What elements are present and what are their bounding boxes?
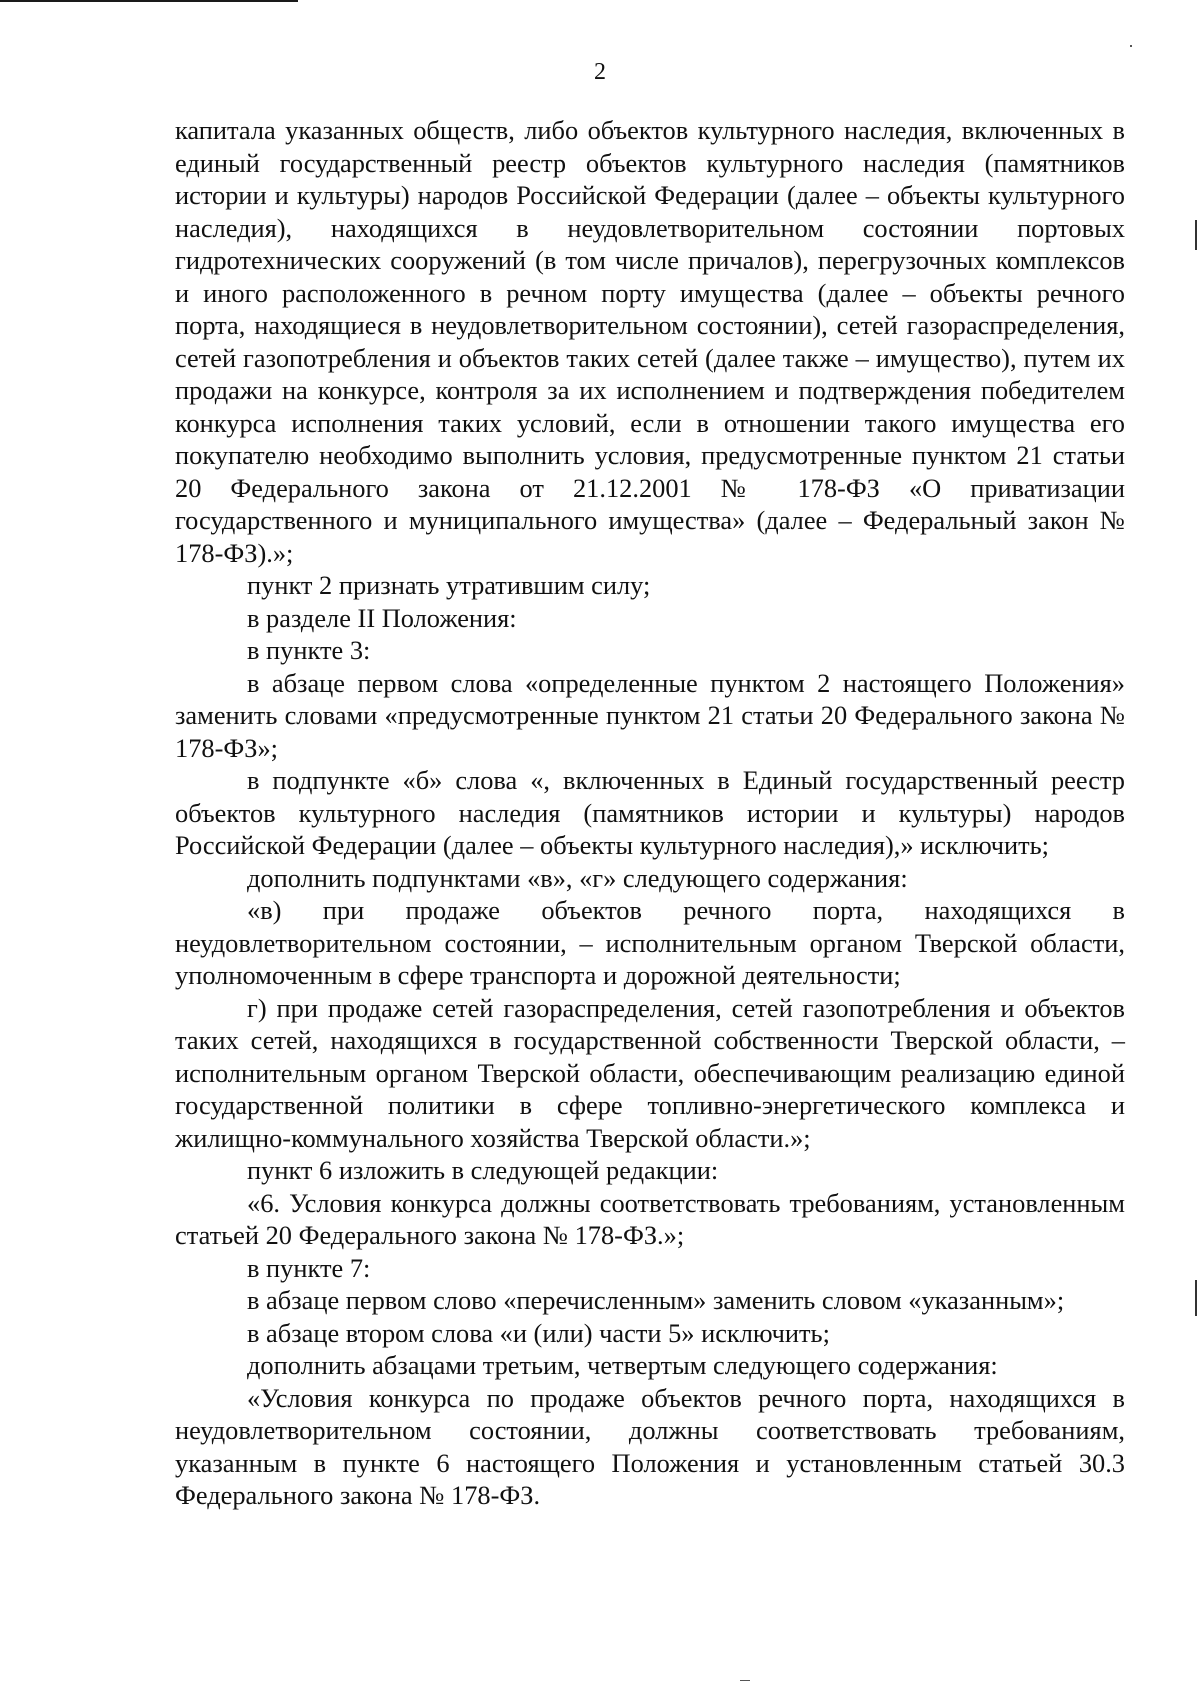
paragraph: в пункте 7: [247,1252,371,1283]
scan-edge-mark [1195,1280,1197,1316]
page-number: 2 [594,59,606,85]
document-body [175,114,1125,1512]
paragraph: дополнить абзацами третьим, четвертым следующего содержания: [247,1350,998,1380]
paragraph: дополнить подпунктами «в», «г» следующего содержания: [247,862,908,893]
paragraph: в абзаце втором слова «и (или) части 5» исключить; [247,1317,830,1348]
paragraph: в абзаце первом слово «перечисленным» заменить словом «указанным»; [247,1285,1065,1315]
paragraph: пункт 6 изложить в следующей редакции: [247,1155,719,1185]
paragraph: г) при продаже сетей газораспределения, сетей газопотребления и объектов таких сетей, находящихся в государственной собственности Тверской области, – исполнительным органом Тверской области, обеспечивающим реализацию единой государственной политики в сфере топливно-энергетического комплекса и жилищно-коммунального хозяйства Тверской области.»; [175,992,1125,1153]
scan-speck [740,1680,750,1681]
paragraph: в абзаце первом слова «определенные пунктом 2 настоящего Положения» заменить словами «предусмотренные пунктом 21 статьи 20 Федерального закона № 178-ФЗ»; [175,667,1125,763]
paragraph: пункт 2 признать утратившим силу; [247,570,651,600]
paragraph: «6. Условия конкурса должны соответствовать требованиям, установленным статьей 20 Федерального закона № 178-ФЗ.»; [175,1187,1125,1250]
paragraph: в подпункте «б» слова «, включенных в Единый государственный реестр объектов культурного наследия (памятников истории и культуры) народов Российской Федерации (далее – объекты культурного наследия),» исключить; [175,765,1125,860]
paragraph: «Условия конкурса по продаже объектов речного порта, находящихся в неудовлетворительном состоянии, должны соответствовать требованиям, указанным в пункте 6 настоящего Положения и установленным статьей 30.3 Федерального закона № 178-ФЗ. [175,1382,1125,1510]
paragraph: капитала указанных обществ, либо объектов культурного наследия, включенных в единый государственный реестр объектов культурного наследия (памятников истории и культуры) народов Российской Федерации (далее – объекты культурного наследия), находящихся в неудовлетворительном состоянии портовых гидротехнических сооружений (в том числе причалов), перегрузочных комплексов и иного расположенного в речном порту имущества (далее – объекты речного порта, находящиеся в неудовлетворительном состоянии), сетей газораспределения, сетей газопотребления и объектов таких сетей (далее также – имущество), путем их продажи на конкурсе, контроля за их исполнением и подтверждения победителем конкурса исполнения таких условий, если в отношении такого имущества его покупателю необходимо выполнить условия, предусмотренные пунктом 21 статьи 20 Федерального закона от 21.12.2001 № 178-ФЗ «О приватизации государственного и муниципального имущества» (далее – Федеральный закон № 178-ФЗ).»; [175,115,1125,568]
scan-speck [1130,45,1132,47]
scan-edge-mark [1195,220,1197,250]
paragraph: «в) при продаже объектов речного порта, находящихся в неудовлетворительном состоянии, – исполнительным органом Тверской области, уполномоченным в сфере транспорта и дорожной деятельности; [175,895,1125,990]
scan-edge-line [0,0,298,2]
paragraph: в пункте 3: [247,635,371,665]
paragraph: в разделе II Положения: [247,602,517,633]
